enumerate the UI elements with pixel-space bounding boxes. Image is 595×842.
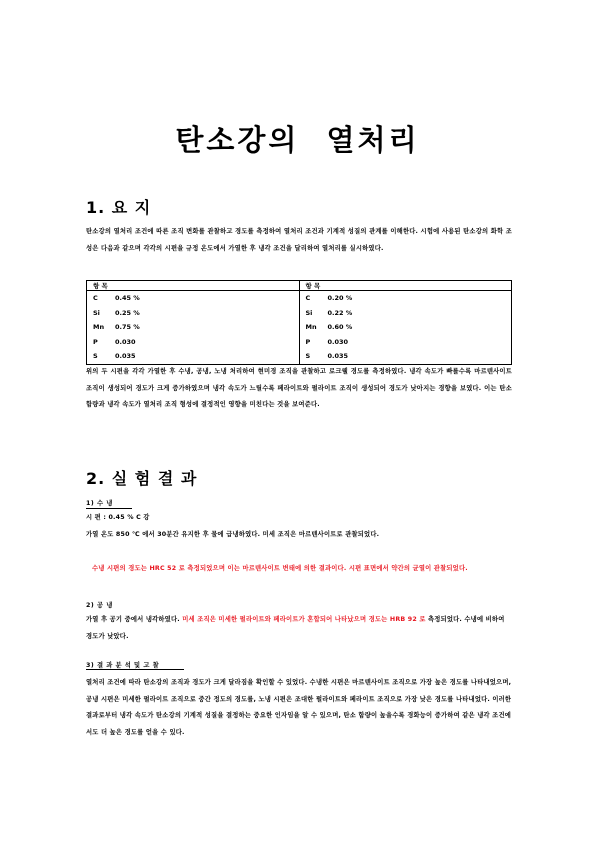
element-symbol: C — [305, 294, 311, 303]
subheading-underline — [86, 508, 132, 509]
element-symbol: Si — [93, 308, 100, 317]
discussion-paragraph: 위의 두 시편을 각각 가열한 후 수냉, 공냉, 노냉 처리하여 현미경 조직을 관찰하고 로크웰 경도를 측정하였다. 냉각 속도가 빠를수록 마르텐사이트 조직이 생성되어 경도가 크게 증가하였으며 냉각 속도가 느릴수록 페라이트와 펄라이트 조직이 생성되어 경도가 낮아지는 경향을 보였다. 이는 탄소 함량과 냉각 속도가 열처리 조직 형성에 결정적인 영향을 미친다는 것을 보여준다. — [86, 368, 512, 408]
element-symbol: S — [93, 352, 98, 361]
highlighted-air-cool-text: 미세 조직은 미세한 펄라이트와 페라이트가 혼합되어 나타났으며 경도는 HRB 92 로 — [182, 616, 426, 623]
subheading-analysis: 3) 결 과 분 석 및 고 찰 — [86, 662, 160, 669]
table-cell — [299, 320, 512, 335]
specimen-line: 시 편 : 0.45 % C 강 — [86, 514, 150, 521]
subheading-water-quench: 1) 수 냉 — [86, 500, 113, 507]
table-cell — [87, 349, 300, 364]
table-row — [87, 291, 512, 306]
table-cell — [87, 291, 300, 306]
section-heading-intro: 1. 요 지 — [86, 198, 152, 217]
element-value: 0.030 — [327, 337, 349, 346]
table-row — [87, 349, 512, 364]
air-cool-text-tail: 측정되었다. 수냉에 비하여 경도가 낮았다. — [86, 616, 505, 640]
table-cell — [299, 335, 512, 350]
element-symbol: Mn — [305, 323, 317, 332]
intro-paragraph: 탄소강의 열처리 조건에 따른 조직 변화를 관찰하고 경도를 측정하여 열처리 조건과 기계적 성질의 관계를 이해한다. 시험에 사용된 탄소강의 화학 조성은 다음과 같으며 각각의 시편을 규정 온도에서 가열한 후 냉각 조건을 달리하여 열처리를 실시하였다. — [86, 228, 512, 252]
table-row — [87, 335, 512, 350]
subheading-underline — [86, 669, 184, 670]
element-value: 0.45 % — [115, 294, 140, 303]
element-value: 0.035 — [115, 352, 136, 361]
element-value: 0.25 % — [115, 308, 140, 317]
procedure-line: 가열 온도 850 ℃ 에서 30분간 유지한 후 물에 급냉하였다. 미세 조직은 마르텐사이트로 관찰되었다. — [86, 531, 380, 538]
element-value: 0.75 % — [115, 323, 140, 332]
element-symbol: Si — [305, 308, 313, 317]
table-header-cell: 항 목 — [299, 281, 512, 291]
table-cell — [87, 320, 300, 335]
section-heading-results: 2. 실 험 결 과 — [86, 469, 198, 488]
table-row — [87, 306, 512, 321]
table-cell — [299, 306, 512, 321]
document-title: 탄소강의 열처리 — [175, 123, 420, 157]
subheading-air-cool: 2) 공 냉 — [86, 602, 113, 609]
table-header-cell: 항 목 — [87, 281, 300, 291]
air-cool-paragraph — [86, 612, 512, 645]
table-cell — [87, 335, 300, 350]
table-row — [87, 320, 512, 335]
element-value: 0.60 % — [327, 323, 353, 332]
element-symbol: Mn — [93, 323, 105, 332]
table-cell — [299, 291, 512, 306]
element-symbol: P — [93, 337, 98, 346]
element-value: 0.030 — [115, 337, 136, 346]
composition-table — [86, 280, 512, 365]
table-cell — [87, 306, 300, 321]
element-value: 0.20 % — [327, 294, 353, 303]
table-cell — [299, 349, 512, 364]
air-cool-text: 가열 후 공기 중에서 냉각하였다. — [86, 616, 183, 623]
element-value: 0.035 — [327, 352, 349, 361]
table-header-row — [87, 281, 512, 291]
analysis-paragraph: 열처리 조건에 따라 탄소강의 조직과 경도가 크게 달라짐을 확인할 수 있었다. 수냉한 시편은 마르텐사이트 조직으로 가장 높은 경도를 나타내었으며, 공냉 시편은 미세한 펄라이트 조직으로 중간 정도의 경도를, 노냉 시편은 조대한 펄라이트와 페라이트 조직으로 가장 낮은 경도를 나타내었다. 이러한 결과로부터 냉각 속도가 탄소강의 기계적 성질을 결정하는 중요한 인자임을 알 수 있으며, 탄소 함량이 높을수록 경화능이 증가하여 같은 냉각 조건에서도 더 높은 경도를 얻을 수 있다. — [86, 679, 512, 736]
element-symbol: S — [305, 352, 311, 361]
element-value: 0.22 % — [327, 308, 353, 317]
highlighted-result-text: 수냉 시편의 경도는 HRC 52 로 측정되었으며 이는 마르텐사이트 변태에 의한 결과이다. 시편 표면에서 약간의 균열이 관찰되었다. — [92, 565, 468, 572]
element-symbol: C — [93, 294, 98, 303]
element-symbol: P — [305, 337, 311, 346]
